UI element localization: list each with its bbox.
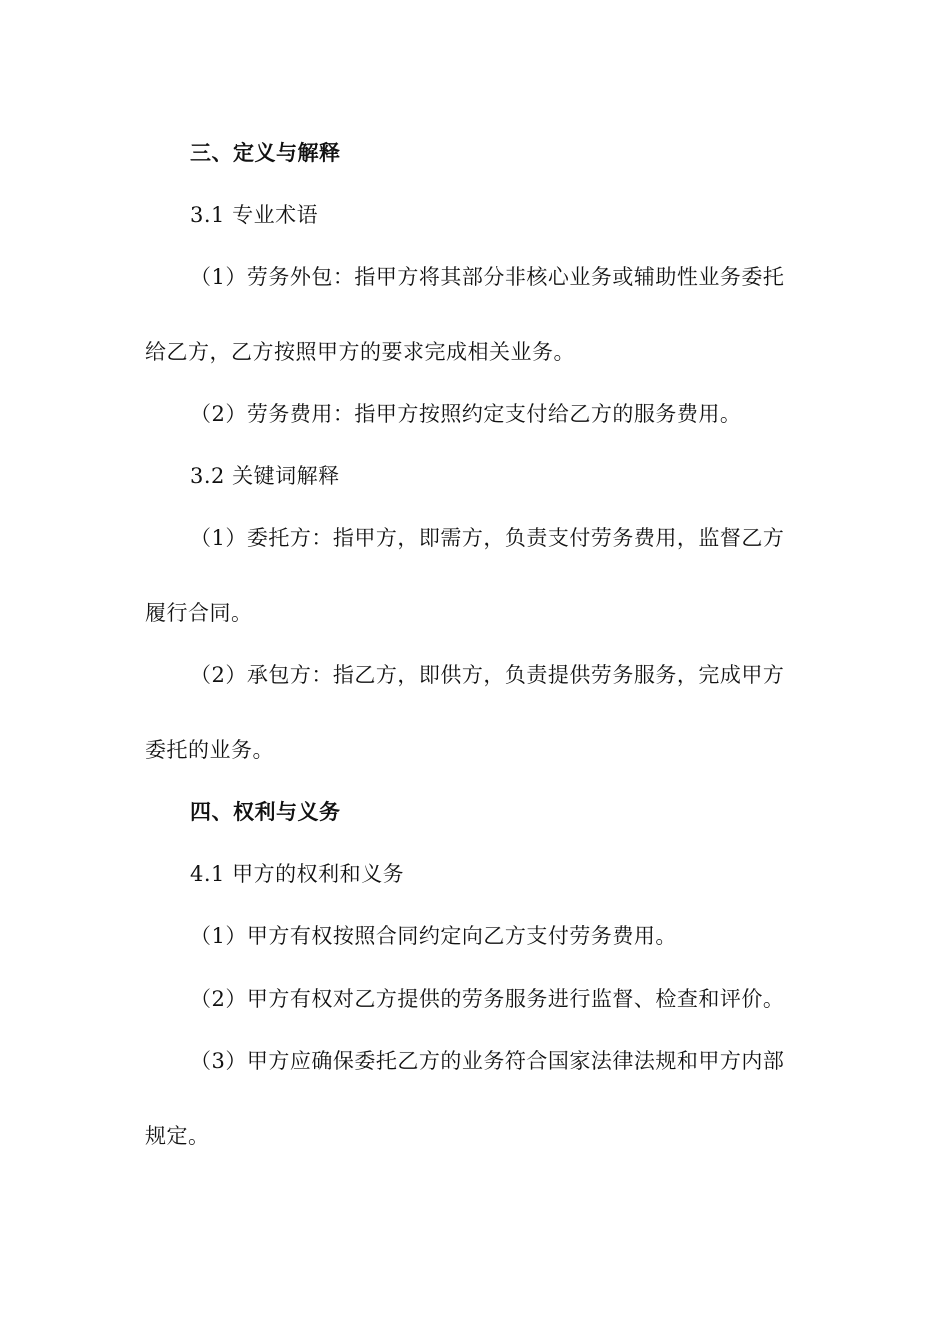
- paragraph-line: （2）劳务费用：指甲方按照约定支付给乙方的服务费用。: [190, 402, 742, 426]
- paragraph-line: 规定。: [145, 1124, 210, 1148]
- paragraph-line: 履行合同。: [145, 601, 253, 625]
- subsection-title-4-1: 4.1 甲方的权利和义务: [190, 862, 405, 886]
- paragraph-line: （2）承包方：指乙方，即供方，负责提供劳务服务，完成甲方: [190, 663, 785, 687]
- subsection-title-3-1: 3.1 专业术语: [190, 203, 319, 227]
- section-heading-4: 四、权利与义务: [190, 799, 341, 824]
- paragraph-line: （1）甲方有权按照合同约定向乙方支付劳务费用。: [190, 924, 677, 948]
- paragraph-line: 给乙方，乙方按照甲方的要求完成相关业务。: [145, 340, 575, 364]
- section-heading-3: 三、定义与解释: [190, 140, 341, 165]
- paragraph-line: （1）劳务外包：指甲方将其部分非核心业务或辅助性业务委托: [190, 265, 785, 289]
- subsection-title-3-2: 3.2 关键词解释: [190, 464, 340, 488]
- paragraph-line: （2）甲方有权对乙方提供的劳务服务进行监督、检查和评价。: [190, 987, 785, 1011]
- paragraph-line: （1）委托方：指甲方，即需方，负责支付劳务费用，监督乙方: [190, 526, 785, 550]
- paragraph-line: 委托的业务。: [145, 738, 274, 762]
- paragraph-line: （3）甲方应确保委托乙方的业务符合国家法律法规和甲方内部: [190, 1049, 785, 1073]
